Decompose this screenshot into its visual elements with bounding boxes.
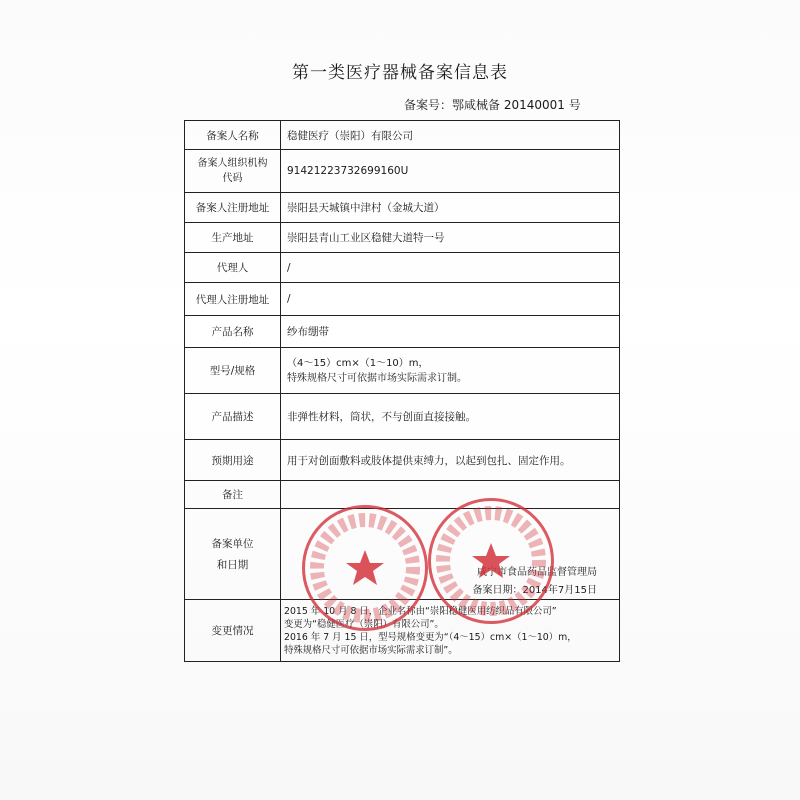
changes-line-4: 特殊规格尺寸可依据市场实际需求订制”。 bbox=[284, 644, 458, 656]
table-row bbox=[185, 150, 620, 193]
filer-name-value: 稳健医疗（崇阳）有限公司 bbox=[281, 121, 620, 150]
filing-unit-label-line-2: 和日期 bbox=[216, 559, 249, 571]
org-code-value: 91421223732699160U bbox=[281, 150, 620, 193]
changes-line-2: 变更为“稳健医疗（崇阳）有限公司”。 bbox=[284, 618, 444, 630]
remarks-label: 备注 bbox=[185, 481, 281, 509]
filing-department: 咸宁市食品药品监督管理局 bbox=[477, 567, 597, 578]
agency-seal-stamp bbox=[428, 498, 554, 624]
filing-unit-label bbox=[185, 509, 281, 600]
table-row bbox=[185, 121, 620, 150]
company-seal-stamp bbox=[302, 505, 428, 631]
document-title: 第一类医疗器械备案信息表 bbox=[292, 63, 508, 83]
changes-label: 变更情况 bbox=[185, 600, 281, 662]
table-row bbox=[185, 253, 620, 283]
model-spec-label: 型号/规格 bbox=[185, 348, 281, 394]
table-row bbox=[185, 348, 620, 394]
seal-star-icon bbox=[305, 508, 425, 628]
agent-label: 代理人 bbox=[185, 253, 281, 283]
org-code-label bbox=[185, 150, 281, 193]
model-spec-line-2: 特殊规格尺寸可依据市场实际需求订制。 bbox=[287, 372, 467, 384]
description-value: 非弹性材料，筒状，不与创面直接接触。 bbox=[281, 394, 620, 440]
filing-unit-label-line-1: 备案单位 bbox=[211, 538, 254, 550]
description-label: 产品描述 bbox=[185, 394, 281, 440]
table-row bbox=[185, 223, 620, 253]
model-spec-line-1: （4～15）cm×（1～10）m， bbox=[287, 357, 429, 369]
table-row bbox=[185, 283, 620, 316]
filer-name-label: 备案人名称 bbox=[185, 121, 281, 150]
org-code-label-line-2: 代码 bbox=[222, 173, 243, 184]
table-row bbox=[185, 394, 620, 440]
product-name-label: 产品名称 bbox=[185, 316, 281, 348]
filing-number: 备案号：鄂咸械备 20140001 号 bbox=[404, 98, 581, 112]
product-name-value: 纱布绷带 bbox=[281, 316, 620, 348]
table-row bbox=[185, 481, 620, 509]
changes-line-1: 2015 年 10 月 8 日，企业名称由“崇阳稳健医用纺织品有限公司” bbox=[284, 605, 557, 617]
table-row bbox=[185, 316, 620, 348]
agent-address-value: / bbox=[281, 283, 620, 316]
reg-address-value: 崇阳县天城镇中津村（金城大道） bbox=[281, 193, 620, 223]
reg-address-label: 备案人注册地址 bbox=[185, 193, 281, 223]
changes-line-3: 2016 年 7 月 15 日，型号规格变更为“（4～15）cm×（1～10）m， bbox=[284, 631, 577, 643]
intended-use-label: 预期用途 bbox=[185, 440, 281, 481]
org-code-label-line-1: 备案人组织机构 bbox=[197, 158, 268, 169]
production-address-label: 生产地址 bbox=[185, 223, 281, 253]
agent-address-label: 代理人注册地址 bbox=[185, 283, 281, 316]
production-address-value: 崇阳县青山工业区稳健大道特一号 bbox=[281, 223, 620, 253]
table-row bbox=[185, 193, 620, 223]
agent-value: / bbox=[281, 253, 620, 283]
model-spec-value bbox=[281, 348, 620, 394]
table-row bbox=[185, 440, 620, 481]
intended-use-value: 用于对创面敷料或肢体提供束缚力，以起到包扎、固定作用。 bbox=[281, 440, 620, 481]
filing-date: 备案日期：2014年7月15日 bbox=[472, 585, 597, 596]
seal-star-icon bbox=[431, 501, 551, 621]
